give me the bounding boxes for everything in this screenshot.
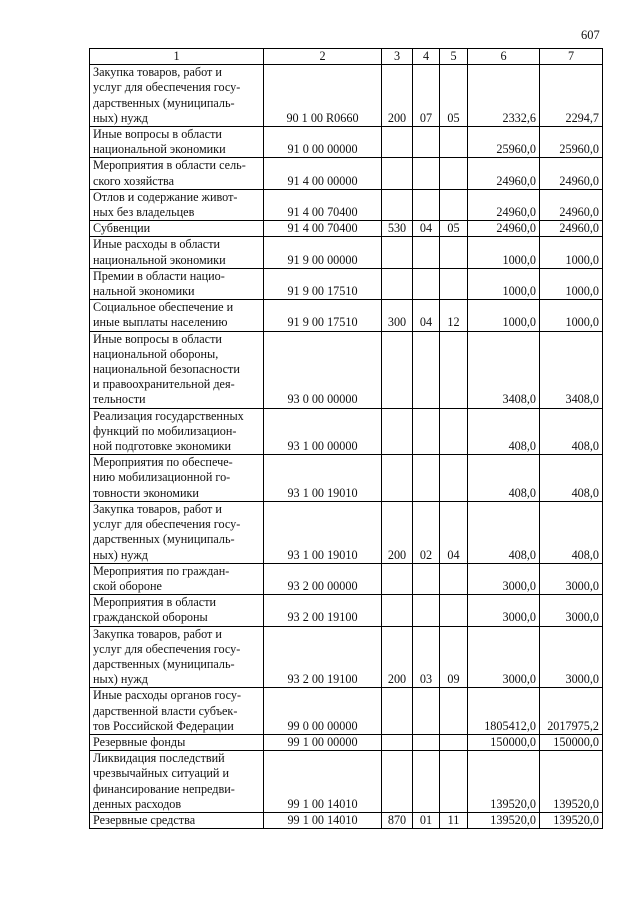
expense-name-line: ных) нужд <box>93 547 148 562</box>
expense-name-line: Ликвидация последствий <box>93 751 225 766</box>
expense-name-line: функций по мобилизацион- <box>93 423 237 438</box>
expense-type-cell <box>382 158 413 189</box>
expense-name-line: ской обороне <box>93 578 162 593</box>
expense-name-line: Премии в области нацио- <box>93 268 225 283</box>
amount-col6-cell: 1000,0 <box>468 300 540 331</box>
section-cell <box>413 237 440 268</box>
expense-name-line: гражданской обороны <box>93 610 208 625</box>
header-cell: 7 <box>540 49 603 65</box>
amount-col7-cell: 24960,0 <box>540 189 603 220</box>
expense-name-line: Иные расходы органов госу- <box>93 688 242 703</box>
table-row <box>90 626 603 688</box>
section-cell <box>413 563 440 594</box>
amount-col6-cell: 139520,0 <box>468 812 540 828</box>
table-header <box>90 49 603 65</box>
table-row <box>90 812 603 828</box>
section-cell <box>413 268 440 299</box>
expense-name-line: иные выплаты населению <box>93 315 228 330</box>
expense-name-cell <box>90 734 264 750</box>
amount-col7-cell: 24960,0 <box>540 158 603 189</box>
expense-name-line: дарственной власти субъек- <box>93 703 238 718</box>
table-row <box>90 408 603 455</box>
target-code-cell: 91 9 00 00000 <box>264 237 382 268</box>
expense-name-line: Закупка товаров, работ и <box>93 501 222 516</box>
expense-type-cell <box>382 751 413 813</box>
expense-name-line: Закупка товаров, работ и <box>93 65 222 80</box>
expense-name-line: Мероприятия в области сель- <box>93 158 246 173</box>
target-code-cell: 93 1 00 00000 <box>264 408 382 455</box>
expense-name-line: услуг для обеспечения госу- <box>93 80 241 95</box>
expense-name-line: дарственных (муниципаль- <box>93 95 235 110</box>
target-code-cell: 91 4 00 70400 <box>264 221 382 237</box>
amount-col7-cell: 1000,0 <box>540 237 603 268</box>
amount-col6-cell: 1000,0 <box>468 237 540 268</box>
target-code-cell: 93 1 00 19010 <box>264 455 382 502</box>
expense-type-cell <box>382 688 413 735</box>
section-cell <box>413 455 440 502</box>
target-code-cell: 90 1 00 R0660 <box>264 65 382 127</box>
expense-name-line: услуг для обеспечения госу- <box>93 517 241 532</box>
target-code-cell: 99 1 00 14010 <box>264 812 382 828</box>
section-cell: 04 <box>413 221 440 237</box>
amount-col7-cell: 24960,0 <box>540 221 603 237</box>
amount-col6-cell: 24960,0 <box>468 189 540 220</box>
expense-type-cell: 530 <box>382 221 413 237</box>
table-row <box>90 595 603 626</box>
amount-col7-cell: 2294,7 <box>540 65 603 127</box>
expense-name-cell <box>90 221 264 237</box>
expense-name-line: Иные вопросы в области <box>93 331 222 346</box>
expense-name-line: тов Российской Федерации <box>93 718 234 733</box>
expense-name-cell <box>90 189 264 220</box>
subsection-cell <box>440 408 468 455</box>
expense-name-line: чрезвычайных ситуаций и <box>93 766 230 781</box>
table-row <box>90 268 603 299</box>
section-cell <box>413 189 440 220</box>
subsection-cell: 05 <box>440 65 468 127</box>
expense-name-cell <box>90 408 264 455</box>
amount-col6-cell: 150000,0 <box>468 734 540 750</box>
section-cell <box>413 408 440 455</box>
expense-name-line: национальной экономики <box>93 252 226 267</box>
expense-type-cell <box>382 237 413 268</box>
table-row <box>90 563 603 594</box>
expense-name-line: услуг для обеспечения госу- <box>93 641 241 656</box>
expense-name-line: Мероприятия в области <box>93 595 217 610</box>
subsection-cell <box>440 455 468 502</box>
expense-type-cell <box>382 595 413 626</box>
table-row <box>90 331 603 408</box>
amount-col6-cell: 408,0 <box>468 455 540 502</box>
expense-name-cell <box>90 158 264 189</box>
subsection-cell: 09 <box>440 626 468 688</box>
target-code-cell: 93 2 00 19100 <box>264 626 382 688</box>
expense-name-line: финансирование непредви- <box>93 781 235 796</box>
target-code-cell: 91 9 00 17510 <box>264 268 382 299</box>
expense-name-line: ных) нужд <box>93 110 148 125</box>
target-code-cell: 91 9 00 17510 <box>264 300 382 331</box>
page-number: 607 <box>581 28 600 42</box>
expense-type-cell: 200 <box>382 501 413 563</box>
table-body <box>90 65 603 829</box>
section-cell <box>413 127 440 158</box>
expense-name-line: Закупка товаров, работ и <box>93 626 222 641</box>
amount-col6-cell: 408,0 <box>468 501 540 563</box>
target-code-cell: 99 1 00 00000 <box>264 734 382 750</box>
expense-type-cell <box>382 408 413 455</box>
amount-col7-cell: 1000,0 <box>540 300 603 331</box>
amount-col7-cell: 408,0 <box>540 408 603 455</box>
amount-col7-cell: 3408,0 <box>540 331 603 408</box>
subsection-cell: 11 <box>440 812 468 828</box>
amount-col6-cell: 25960,0 <box>468 127 540 158</box>
expense-type-cell: 200 <box>382 65 413 127</box>
expense-name-cell <box>90 331 264 408</box>
subsection-cell <box>440 158 468 189</box>
expense-name-line: Мероприятия по граждан- <box>93 563 230 578</box>
header-cell: 5 <box>440 49 468 65</box>
expense-name-line: Социальное обеспечение и <box>93 300 234 315</box>
section-cell: 02 <box>413 501 440 563</box>
amount-col7-cell: 25960,0 <box>540 127 603 158</box>
expense-type-cell <box>382 331 413 408</box>
amount-col7-cell: 408,0 <box>540 501 603 563</box>
expense-name-line: ных) нужд <box>93 672 148 687</box>
subsection-cell <box>440 595 468 626</box>
target-code-cell: 93 0 00 00000 <box>264 331 382 408</box>
amount-col6-cell: 3408,0 <box>468 331 540 408</box>
table-row <box>90 237 603 268</box>
expense-name-line: ского хозяйства <box>93 173 175 188</box>
expense-name-line: национальной безопасности <box>93 362 240 377</box>
amount-col7-cell: 2017975,2 <box>540 688 603 735</box>
expense-name-line: Резервные средства <box>93 812 196 827</box>
header-cell: 6 <box>468 49 540 65</box>
amount-col7-cell: 139520,0 <box>540 812 603 828</box>
expense-name-line: Реализация государственных <box>93 408 244 423</box>
subsection-cell <box>440 751 468 813</box>
expense-name-cell <box>90 688 264 735</box>
subsection-cell <box>440 331 468 408</box>
amount-col6-cell: 408,0 <box>468 408 540 455</box>
table-row <box>90 158 603 189</box>
expense-name-cell <box>90 812 264 828</box>
expense-name-line: тельности <box>93 392 146 407</box>
table-row <box>90 455 603 502</box>
amount-col7-cell: 3000,0 <box>540 595 603 626</box>
expense-type-cell <box>382 127 413 158</box>
subsection-cell: 12 <box>440 300 468 331</box>
section-cell <box>413 595 440 626</box>
target-code-cell: 91 4 00 00000 <box>264 158 382 189</box>
subsection-cell <box>440 734 468 750</box>
target-code-cell: 93 2 00 19100 <box>264 595 382 626</box>
amount-col6-cell: 24960,0 <box>468 221 540 237</box>
subsection-cell <box>440 127 468 158</box>
section-cell: 01 <box>413 812 440 828</box>
expense-type-cell: 870 <box>382 812 413 828</box>
section-cell: 04 <box>413 300 440 331</box>
header-cell: 4 <box>413 49 440 65</box>
expense-name-line: национальной обороны, <box>93 346 219 361</box>
expense-name-line: дарственных (муниципаль- <box>93 656 235 671</box>
expense-name-cell <box>90 563 264 594</box>
section-cell: 03 <box>413 626 440 688</box>
expense-name-cell <box>90 626 264 688</box>
budget-table <box>89 48 603 829</box>
header-cell: 3 <box>382 49 413 65</box>
expense-name-line: и правоохранительной дея- <box>93 377 235 392</box>
expense-type-cell: 300 <box>382 300 413 331</box>
header-row <box>90 49 603 65</box>
amount-col7-cell: 150000,0 <box>540 734 603 750</box>
subsection-cell <box>440 268 468 299</box>
amount-col6-cell: 3000,0 <box>468 595 540 626</box>
section-cell <box>413 751 440 813</box>
target-code-cell: 99 0 00 00000 <box>264 688 382 735</box>
expense-name-line: нию мобилизационной го- <box>93 470 231 485</box>
expense-name-cell <box>90 300 264 331</box>
subsection-cell: 04 <box>440 501 468 563</box>
amount-col6-cell: 24960,0 <box>468 158 540 189</box>
amount-col6-cell: 1000,0 <box>468 268 540 299</box>
expense-name-line: ных без владельцев <box>93 205 195 220</box>
table-row <box>90 300 603 331</box>
expense-type-cell <box>382 563 413 594</box>
subsection-cell <box>440 189 468 220</box>
expense-name-cell <box>90 268 264 299</box>
amount-col7-cell: 139520,0 <box>540 751 603 813</box>
section-cell <box>413 158 440 189</box>
expense-name-cell <box>90 455 264 502</box>
expense-type-cell <box>382 189 413 220</box>
target-code-cell: 93 2 00 00000 <box>264 563 382 594</box>
subsection-cell <box>440 237 468 268</box>
expense-name-cell <box>90 237 264 268</box>
header-cell: 2 <box>264 49 382 65</box>
subsection-cell: 05 <box>440 221 468 237</box>
expense-name-line: денных расходов <box>93 796 182 811</box>
table-row <box>90 189 603 220</box>
expense-name-line: Иные вопросы в области <box>93 127 222 142</box>
expense-type-cell <box>382 268 413 299</box>
expense-type-cell <box>382 734 413 750</box>
amount-col6-cell: 3000,0 <box>468 563 540 594</box>
expense-name-cell <box>90 127 264 158</box>
expense-name-line: национальной экономики <box>93 142 226 157</box>
amount-col7-cell: 1000,0 <box>540 268 603 299</box>
section-cell: 07 <box>413 65 440 127</box>
expense-name-line: Иные расходы в области <box>93 237 221 252</box>
amount-col6-cell: 139520,0 <box>468 751 540 813</box>
expense-name-line: Резервные фонды <box>93 734 186 749</box>
section-cell <box>413 331 440 408</box>
subsection-cell <box>440 563 468 594</box>
table-row <box>90 734 603 750</box>
table-row <box>90 65 603 127</box>
expense-type-cell: 200 <box>382 626 413 688</box>
table-row <box>90 221 603 237</box>
expense-name-line: дарственных (муниципаль- <box>93 532 235 547</box>
subsection-cell <box>440 688 468 735</box>
amount-col7-cell: 3000,0 <box>540 563 603 594</box>
target-code-cell: 99 1 00 14010 <box>264 751 382 813</box>
table-row <box>90 688 603 735</box>
expense-name-line: Отлов и содержание живот- <box>93 189 238 204</box>
amount-col6-cell: 1805412,0 <box>468 688 540 735</box>
expense-type-cell <box>382 455 413 502</box>
expense-name-line: ной подготовке экономики <box>93 439 232 454</box>
table-row <box>90 127 603 158</box>
expense-name-cell <box>90 65 264 127</box>
amount-col7-cell: 408,0 <box>540 455 603 502</box>
expense-name-cell <box>90 501 264 563</box>
target-code-cell: 93 1 00 19010 <box>264 501 382 563</box>
expense-name-line: Мероприятия по обеспече- <box>93 455 233 470</box>
target-code-cell: 91 4 00 70400 <box>264 189 382 220</box>
header-cell: 1 <box>90 49 264 65</box>
expense-name-line: Субвенции <box>93 221 151 236</box>
expense-name-line: нальной экономики <box>93 284 195 299</box>
expense-name-line: товности экономики <box>93 485 199 500</box>
section-cell <box>413 734 440 750</box>
amount-col6-cell: 3000,0 <box>468 626 540 688</box>
table-row <box>90 501 603 563</box>
amount-col6-cell: 2332,6 <box>468 65 540 127</box>
table-row <box>90 751 603 813</box>
expense-name-cell <box>90 751 264 813</box>
section-cell <box>413 688 440 735</box>
amount-col7-cell: 3000,0 <box>540 626 603 688</box>
expense-name-cell <box>90 595 264 626</box>
target-code-cell: 91 0 00 00000 <box>264 127 382 158</box>
